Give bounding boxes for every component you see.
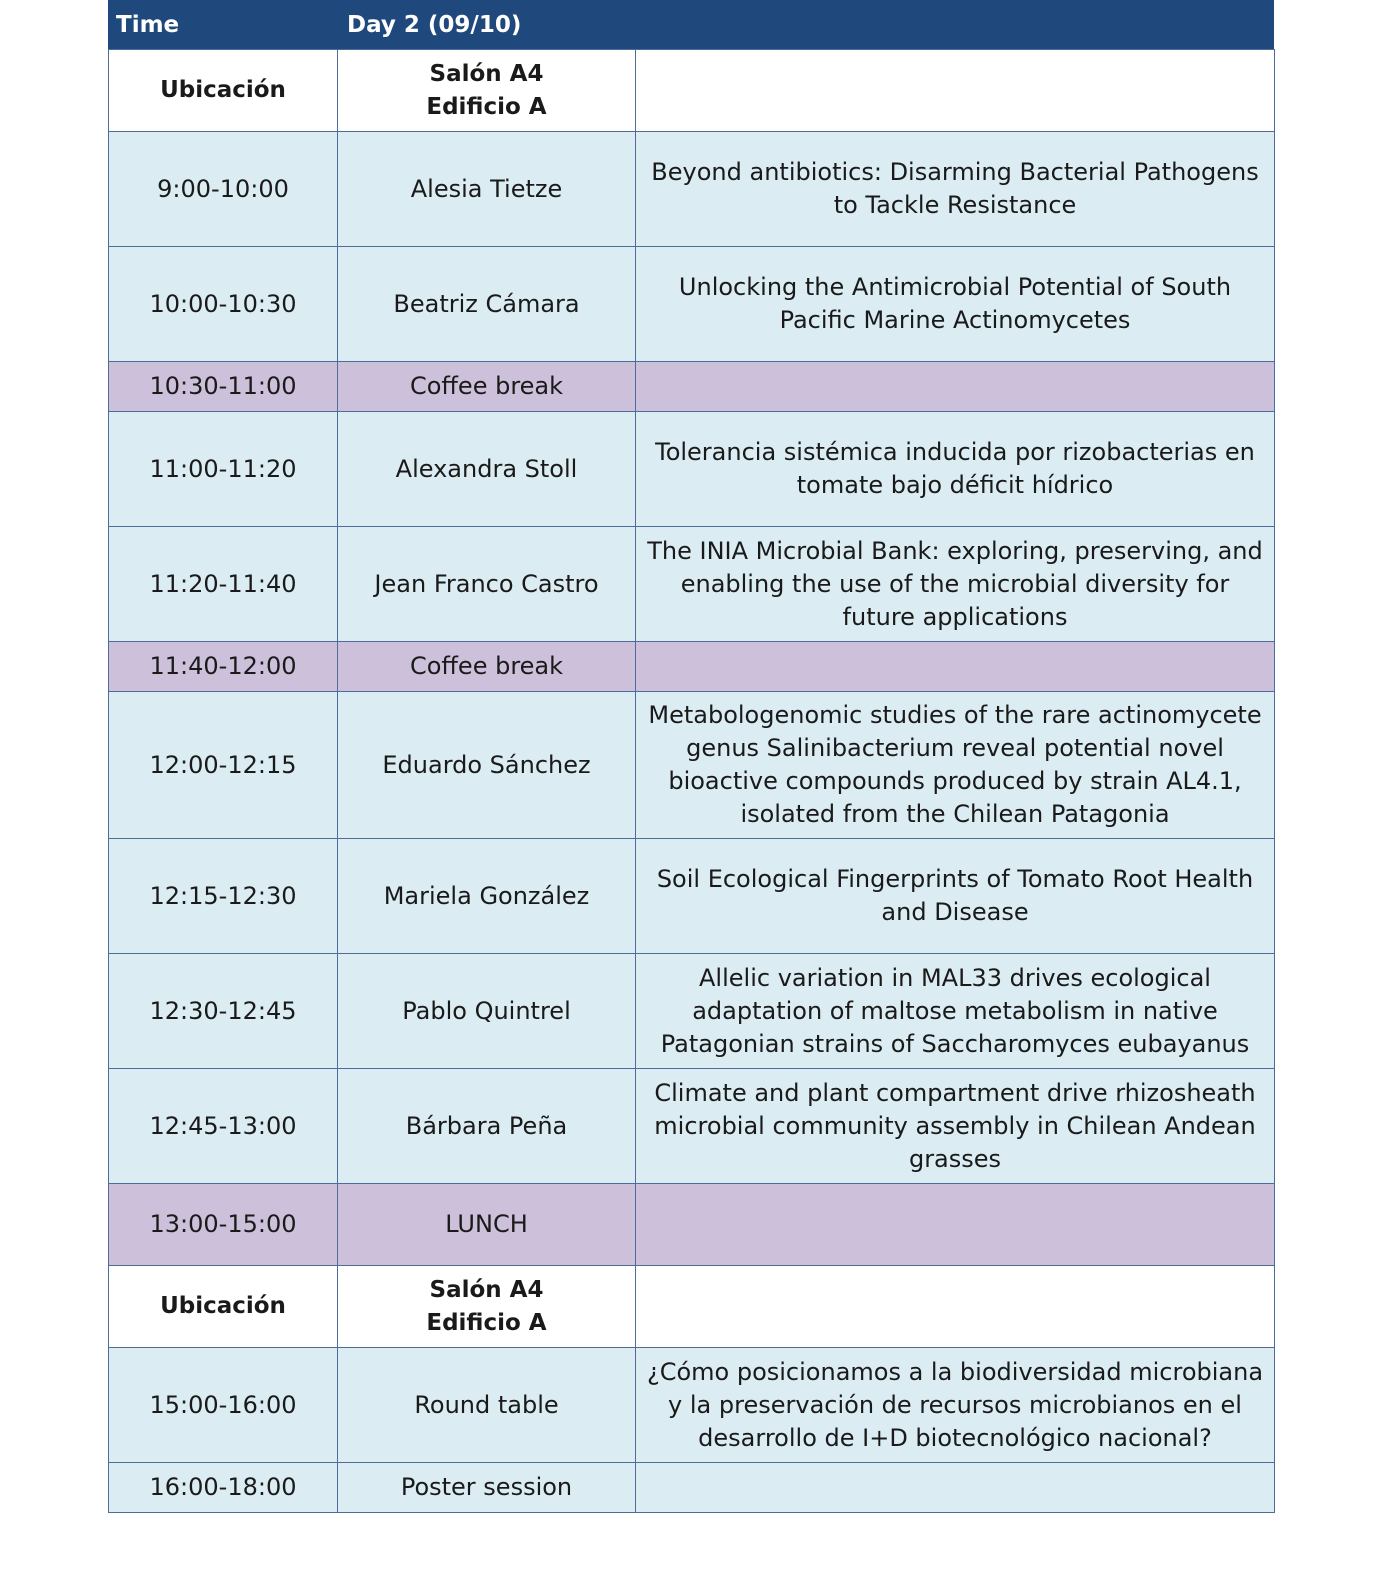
title-cell [636, 642, 1275, 692]
time-cell: 16:00-18:00 [109, 1463, 338, 1513]
table-row [109, 1348, 1275, 1463]
title-cell: Tolerancia sistémica inducida por rizobacterias en tomate bajo déficit hídrico [636, 412, 1275, 527]
time-cell: 10:30-11:00 [109, 362, 338, 412]
location-empty [636, 1266, 1275, 1348]
header-day-label: Day 2 (09/10) [347, 11, 522, 38]
table-row [109, 527, 1275, 642]
location-room [338, 50, 636, 132]
table-row [109, 1463, 1275, 1513]
location-room [338, 1266, 636, 1348]
location-label: Ubicación [109, 1266, 338, 1348]
title-cell: Climate and plant compartment drive rhizosheath microbial community assembly in Chilean Andean grasses [636, 1069, 1275, 1184]
title-cell: Metabologenomic studies of the rare actinomycete genus Salinibacterium reveal potential novel bioactive compounds produced by strain AL4.1, isolated from the Chilean Patagonia [636, 692, 1275, 839]
time-cell: 9:00-10:00 [109, 132, 338, 247]
time-cell: 12:15-12:30 [109, 839, 338, 954]
header-bar [108, 0, 1274, 49]
table-row [109, 247, 1275, 362]
schedule-table [108, 0, 1274, 1513]
title-cell [636, 1184, 1275, 1266]
title-cell [636, 362, 1275, 412]
title-cell: Allelic variation in MAL33 drives ecological adaptation of maltose metabolism in native Patagonian strains of Saccharomyces eubayanus [636, 954, 1275, 1069]
speaker-cell: Alesia Tietze [338, 132, 636, 247]
location-label: Ubicación [109, 50, 338, 132]
speaker-cell: Poster session [338, 1463, 636, 1513]
title-cell: ¿Cómo posicionamos a la biodiversidad microbiana y la preservación de recursos microbianos en el desarrollo de I+D biotecnológico nacional? [636, 1348, 1275, 1463]
title-cell: Soil Ecological Fingerprints of Tomato Root Health and Disease [636, 839, 1275, 954]
speaker-cell: Alexandra Stoll [338, 412, 636, 527]
table-row [109, 1069, 1275, 1184]
time-cell: 12:00-12:15 [109, 692, 338, 839]
table-row [109, 839, 1275, 954]
speaker-cell: Beatriz Cámara [338, 247, 636, 362]
table-row [109, 132, 1275, 247]
table-row [109, 412, 1275, 527]
location-empty [636, 50, 1275, 132]
title-cell: Beyond antibiotics: Disarming Bacterial Pathogens to Tackle Resistance [636, 132, 1275, 247]
room-name: Salón A4 [429, 1276, 544, 1303]
title-cell: The INIA Microbial Bank: exploring, preserving, and enabling the use of the microbial diversity for future applications [636, 527, 1275, 642]
time-cell: 11:00-11:20 [109, 412, 338, 527]
speaker-cell: Jean Franco Castro [338, 527, 636, 642]
break-row [109, 642, 1275, 692]
location-row [109, 1266, 1275, 1348]
room-name: Salón A4 [429, 60, 544, 87]
time-cell: 10:00-10:30 [109, 247, 338, 362]
speaker-cell: Bárbara Peña [338, 1069, 636, 1184]
speaker-cell: Coffee break [338, 362, 636, 412]
header-time-label: Time [116, 11, 180, 38]
speaker-cell: Pablo Quintrel [338, 954, 636, 1069]
title-cell: Unlocking the Antimicrobial Potential of South Pacific Marine Actinomycetes [636, 247, 1275, 362]
time-cell: 11:40-12:00 [109, 642, 338, 692]
table-row [109, 954, 1275, 1069]
building-name: Edificio A [426, 93, 547, 120]
speaker-cell: Round table [338, 1348, 636, 1463]
speaker-cell: Coffee break [338, 642, 636, 692]
time-cell: 15:00-16:00 [109, 1348, 338, 1463]
break-row [109, 362, 1275, 412]
table-row [109, 692, 1275, 839]
location-row [109, 50, 1275, 132]
speaker-cell: Eduardo Sánchez [338, 692, 636, 839]
time-cell: 12:45-13:00 [109, 1069, 338, 1184]
time-cell: 11:20-11:40 [109, 527, 338, 642]
speaker-cell: Mariela González [338, 839, 636, 954]
break-row [109, 1184, 1275, 1266]
time-cell: 12:30-12:45 [109, 954, 338, 1069]
building-name: Edificio A [426, 1309, 547, 1336]
title-cell [636, 1463, 1275, 1513]
time-cell: 13:00-15:00 [109, 1184, 338, 1266]
schedule-grid [108, 49, 1275, 1513]
speaker-cell: LUNCH [338, 1184, 636, 1266]
